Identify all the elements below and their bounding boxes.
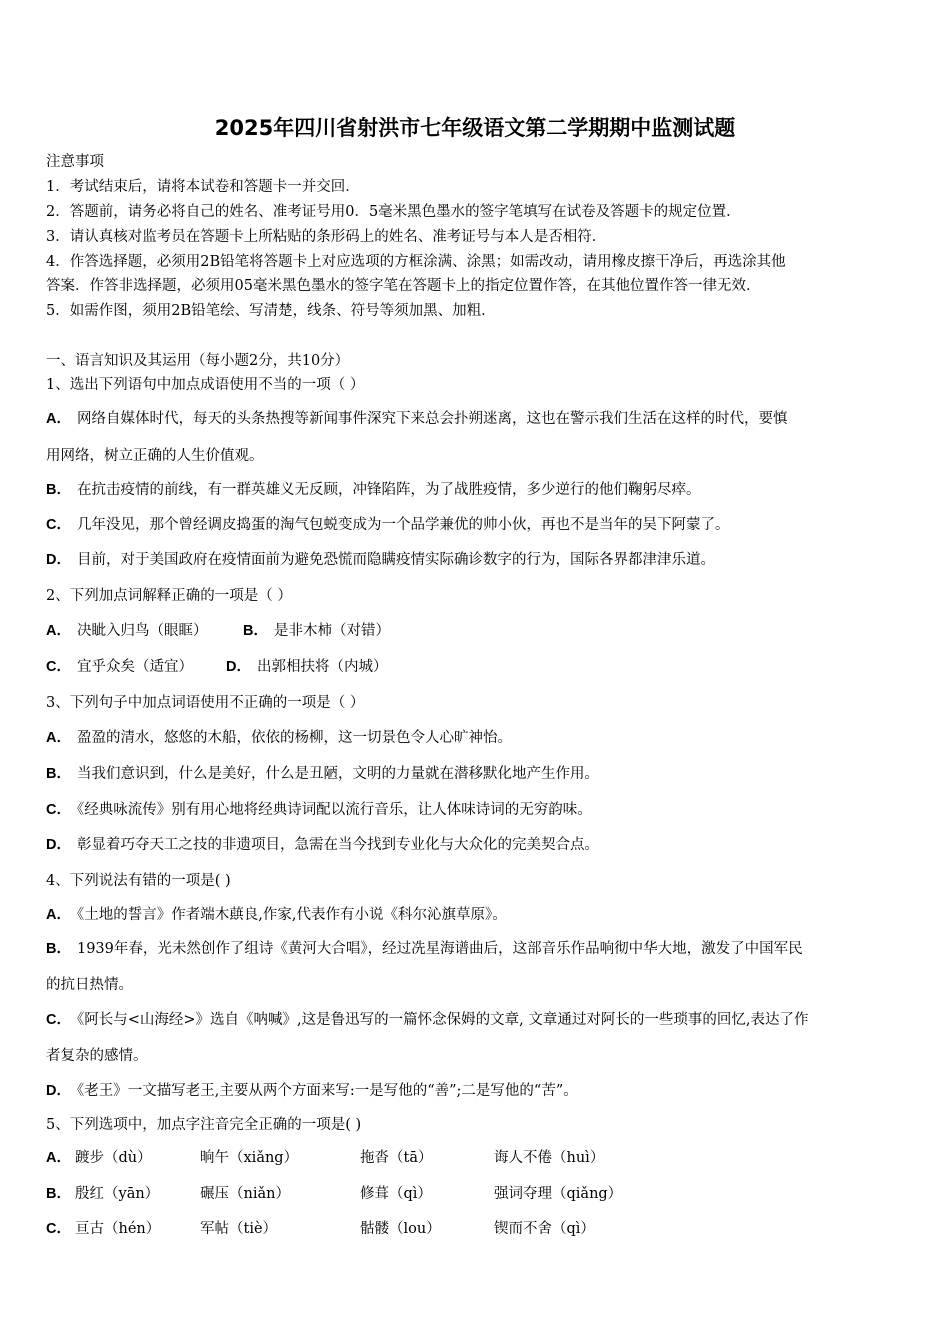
notice-item: 答案．作答非选择题，必须用05毫米黑色墨水的签字笔在答题卡上的指定位置作答，在其他位置作答一律无效． (46, 278, 761, 294)
q5-cell: 亘古（hén） (75, 1221, 161, 1237)
q5-cell: 强词夺理（qiǎng） (494, 1186, 623, 1202)
q5-cell: 殷红（yān） (75, 1186, 160, 1202)
q5-cell: 诲人不倦（huì） (494, 1150, 605, 1166)
q4-option-a: A． 《土地的誓言》作者端木蕻良,作家,代表作有小说《科尔沁旗草原》。 (46, 907, 507, 923)
q4-option-b: B． 1939年春，光未然创作了组诗《黄河大合唱》，经过冼星海谱曲后，这部音乐作品响彻中华大地，激发了中国军民 (46, 941, 803, 957)
q4-option-b-cont: 的抗日热情。 (46, 977, 133, 993)
q1-option-a: A． 网络自媒体时代，每天的头条热搜等新闻事件深究下来总会扑朔迷离，这也在警示我们生活在这样的时代，要慎 (46, 411, 788, 427)
q3-option-d: D． 彰显着巧夺天工之技的非遗项目，急需在当今找到专业化与大众化的完美契合点。 (46, 837, 599, 853)
question-stem-1: 1、选出下列语句中加点成语使用不当的一项（ ） (46, 377, 365, 393)
q2-option-d: D． 出郭相扶将（内城） (226, 659, 388, 675)
question-stem-5: 5、下列选项中，加点字注音完全正确的一项是( ) (46, 1117, 362, 1133)
q5-cell: 骷髅（lou） (360, 1221, 441, 1237)
question-stem-2: 2、下列加点词解释正确的一项是（ ） (46, 588, 292, 604)
q4-option-c-cont: 者复杂的感情。 (46, 1048, 148, 1064)
section-heading: 一、语言知识及其运用（每小题2分，共10分） (46, 353, 350, 369)
q3-option-c: C． 《经典咏流传》别有用心地将经典诗词配以流行音乐，让人体味诗词的无穷韵味。 (46, 802, 592, 818)
q5-option-c-label: C． (46, 1221, 71, 1237)
q3-option-b: B． 当我们意识到，什么是美好，什么是丑陋，文明的力量就在潜移默化地产生作用。 (46, 766, 599, 782)
notice-item: 3．请认真核对监考员在答题卡上所粘贴的条形码上的姓名、准考证号与本人是否相符． (46, 229, 607, 245)
q5-option-b-label: B． (46, 1186, 71, 1202)
q2-option-c: C． 宜乎众矣（适宜） (46, 659, 193, 675)
q1-option-a-cont: 用网络，树立正确的人生价值观。 (46, 448, 264, 464)
q1-option-b: B． 在抗击疫情的前线，有一群英雄义无反顾，冲锋陷阵，为了战胜疫情，多少逆行的他们鞠躬尽瘁。 (46, 482, 701, 498)
notice-heading: 注意事项 (46, 154, 104, 170)
q2-option-b: B． 是非木柿（对错） (243, 623, 390, 639)
question-stem-4: 4、下列说法有错的一项是( ) (46, 873, 231, 889)
q5-cell: 锲而不舍（qì） (494, 1221, 595, 1237)
q1-option-c: C． 几年没见，那个曾经调皮捣蛋的淘气包蜕变成为一个品学兼优的帅小伙，再也不是当年的吴下阿蒙了。 (46, 517, 730, 533)
question-stem-3: 3、下列句子中加点词语使用不正确的一项是（ ） (46, 695, 365, 711)
notice-item: 1．考试结束后，请将本试卷和答题卡一并交回． (46, 179, 360, 195)
q5-cell: 碾压（niǎn） (200, 1186, 290, 1202)
q3-option-a: A． 盈盈的清水，悠悠的木船，依依的杨柳，这一切景色令人心旷神怡。 (46, 730, 512, 746)
q1-option-d: D． 目前，对于美国政府在疫情面前为避免恐慌而隐瞒疫情实际确诊数字的行为，国际各界都津津乐道。 (46, 552, 715, 568)
q5-cell: 军帖（tiè） (200, 1221, 278, 1237)
q5-cell: 踱步（dù） (75, 1150, 152, 1166)
notice-item: 4．作答选择题，必须用2B铅笔将答题卡上对应选项的方框涂满、涂黑；如需改动，请用橡皮擦干净后，再选涂其他 (46, 254, 786, 270)
q5-cell: 修葺（qì） (360, 1186, 432, 1202)
notice-item: 2．答题前，请务必将自己的姓名、准考证号用0．5毫米黑色墨水的签字笔填写在试卷及答题卡的规定位置． (46, 204, 741, 220)
notice-item: 5．如需作图，须用2B铅笔绘、写清楚，线条、符号等须加黑、加粗． (46, 303, 496, 319)
q5-cell: 拖沓（tā） (360, 1150, 433, 1166)
page-title: 2025年四川省射洪市七年级语文第二学期期中监测试题 (214, 116, 736, 140)
q4-option-c: C． 《阿长与<山海经>》选自《呐喊》,这是鲁迅写的一篇怀念保姆的文章, 文章通过对阿长的一些琐事的回忆,表达了作 (46, 1012, 809, 1028)
q4-option-d: D． 《老王》一文描写老王,主要从两个方面来写:一是写他的“善”;二是写他的“苦”。 (46, 1083, 578, 1099)
q5-option-a-label: A． (46, 1150, 71, 1166)
q2-option-a: A． 决眦入归鸟（眼眶） (46, 623, 208, 639)
q5-cell: 晌午（xiǎng） (200, 1150, 299, 1166)
